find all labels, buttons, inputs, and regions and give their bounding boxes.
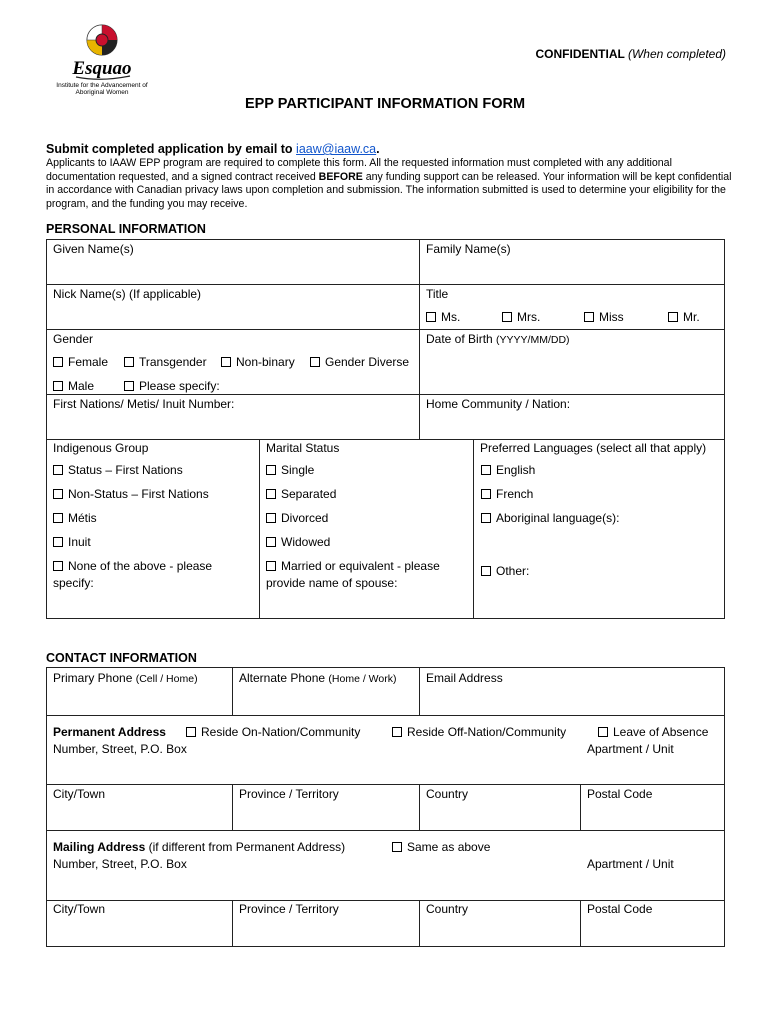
marital-status-label: Marital Status bbox=[266, 441, 340, 455]
title-option-miss[interactable]: Miss bbox=[584, 310, 624, 324]
language-option-french[interactable]: French bbox=[481, 487, 533, 501]
indigenous-group-label: Indigenous Group bbox=[53, 441, 149, 455]
reside-off-option[interactable]: Reside Off-Nation/Community bbox=[392, 725, 566, 739]
perm-street-field[interactable]: Number, Street, P.O. Box bbox=[53, 742, 187, 756]
same-as-above-option[interactable]: Same as above bbox=[392, 840, 490, 854]
mail-province-field[interactable]: Province / Territory bbox=[239, 902, 339, 916]
title-label: Title bbox=[426, 287, 449, 301]
reside-on-option[interactable]: Reside On-Nation/Community bbox=[186, 725, 360, 739]
permanent-address-label: Permanent Address bbox=[53, 725, 166, 739]
checkbox-icon bbox=[392, 727, 402, 737]
checkbox-icon bbox=[124, 357, 134, 367]
intro-paragraph: Applicants to IAAW EPP program are required to complete this form. All the requested information must completed with any additional documentation requested, and a signed contract received BEFORE any funding support can be released. Your information will be kept confidential in accordance with Canadian privacy laws upon completion and submission. The information submitted is used to determine your eligibility for the program, and the funding you may receive. bbox=[46, 157, 732, 210]
checkbox-icon bbox=[53, 357, 63, 367]
mail-postal-field[interactable]: Postal Code bbox=[587, 902, 653, 916]
submit-instructions: Submit completed application by email to iaaw@iaaw.ca. bbox=[46, 142, 380, 156]
checkbox-icon bbox=[53, 381, 63, 391]
svg-text:Esquao: Esquao bbox=[72, 58, 132, 79]
mail-street-field[interactable]: Number, Street, P.O. Box bbox=[53, 857, 187, 871]
checkbox-icon bbox=[502, 312, 512, 322]
checkbox-icon bbox=[53, 489, 63, 499]
checkbox-icon bbox=[124, 381, 134, 391]
perm-city-field[interactable]: City/Town bbox=[53, 787, 106, 801]
checkbox-icon bbox=[481, 489, 491, 499]
checkbox-icon bbox=[53, 513, 63, 523]
language-option-other[interactable]: Other: bbox=[481, 564, 529, 578]
checkbox-icon bbox=[266, 537, 276, 547]
family-name-field[interactable]: Family Name(s) bbox=[426, 242, 511, 256]
checkbox-icon bbox=[186, 727, 196, 737]
indigenous-option-inuit[interactable]: Inuit bbox=[53, 535, 91, 549]
perm-apartment-field[interactable]: Apartment / Unit bbox=[587, 742, 674, 756]
confidential-label: CONFIDENTIAL (When completed) bbox=[535, 47, 726, 61]
checkbox-icon bbox=[481, 513, 491, 523]
title-option-mr[interactable]: Mr. bbox=[668, 310, 700, 324]
gender-option-diverse[interactable]: Gender Diverse bbox=[310, 355, 409, 369]
checkbox-icon bbox=[481, 465, 491, 475]
home-community-field[interactable]: Home Community / Nation: bbox=[426, 397, 571, 411]
checkbox-icon bbox=[426, 312, 436, 322]
indigenous-option-nonstatus[interactable]: Non-Status – First Nations bbox=[53, 487, 209, 501]
marital-option-married[interactable]: Married or equivalent - please provide name of spouse: bbox=[266, 559, 440, 590]
indigenous-option-none[interactable]: None of the above - please specify: bbox=[53, 559, 213, 590]
perm-province-field[interactable]: Province / Territory bbox=[239, 787, 339, 801]
checkbox-icon bbox=[266, 561, 276, 571]
checkbox-icon bbox=[481, 566, 491, 576]
fn-number-field[interactable]: First Nations/ Metis/ Inuit Number: bbox=[53, 397, 235, 411]
mail-country-field[interactable]: Country bbox=[426, 902, 469, 916]
indigenous-option-metis[interactable]: Métis bbox=[53, 511, 97, 525]
checkbox-icon bbox=[392, 842, 402, 852]
checkbox-icon bbox=[266, 465, 276, 475]
form-title: EPP PARTICIPANT INFORMATION FORM bbox=[244, 96, 526, 112]
marital-option-divorced[interactable]: Divorced bbox=[266, 511, 328, 525]
gender-option-transgender[interactable]: Transgender bbox=[124, 355, 207, 369]
language-option-english[interactable]: English bbox=[481, 463, 535, 477]
language-option-aboriginal[interactable]: Aboriginal language(s): bbox=[481, 511, 619, 525]
confidential-note: (When completed) bbox=[627, 47, 726, 61]
gender-option-female[interactable]: Female bbox=[53, 355, 108, 369]
checkbox-icon bbox=[266, 513, 276, 523]
checkbox-icon bbox=[668, 312, 678, 322]
dob-field[interactable]: Date of Birth (YYYY/MM/DD) bbox=[426, 332, 570, 346]
title-option-mrs[interactable]: Mrs. bbox=[502, 310, 540, 324]
nick-name-field[interactable]: Nick Name(s) (If applicable) bbox=[53, 287, 202, 301]
gender-option-specify[interactable]: Please specify: bbox=[124, 379, 220, 393]
checkbox-icon bbox=[598, 727, 608, 737]
leave-absence-option[interactable]: Leave of Absence bbox=[598, 725, 708, 739]
alt-phone-field[interactable]: Alternate Phone (Home / Work) bbox=[239, 671, 397, 685]
given-name-field[interactable]: Given Name(s) bbox=[53, 242, 134, 256]
email-link[interactable]: iaaw@iaaw.ca bbox=[296, 142, 377, 156]
org-subtitle: Institute for the Advancement of Aboriginal Women bbox=[56, 82, 148, 96]
mailing-address-label: Mailing Address (if different from Permanent Address) bbox=[53, 840, 346, 854]
checkbox-icon bbox=[53, 561, 63, 571]
primary-phone-field[interactable]: Primary Phone (Cell / Home) bbox=[53, 671, 198, 685]
perm-postal-field[interactable]: Postal Code bbox=[587, 787, 653, 801]
checkbox-icon bbox=[310, 357, 320, 367]
marital-option-single[interactable]: Single bbox=[266, 463, 314, 477]
gender-option-nonbinary[interactable]: Non-binary bbox=[221, 355, 295, 369]
checkbox-icon bbox=[221, 357, 231, 367]
checkbox-icon bbox=[53, 537, 63, 547]
marital-option-widowed[interactable]: Widowed bbox=[266, 535, 330, 549]
marital-option-separated[interactable]: Separated bbox=[266, 487, 336, 501]
checkbox-icon bbox=[266, 489, 276, 499]
contact-info-heading: CONTACT INFORMATION bbox=[46, 651, 197, 665]
personal-info-heading: PERSONAL INFORMATION bbox=[46, 222, 206, 236]
gender-option-male[interactable]: Male bbox=[53, 379, 94, 393]
checkbox-icon bbox=[584, 312, 594, 322]
gender-label: Gender bbox=[53, 332, 94, 346]
checkbox-icon bbox=[53, 465, 63, 475]
email-address-field[interactable]: Email Address bbox=[426, 671, 503, 685]
languages-label: Preferred Languages (select all that apply) bbox=[480, 441, 707, 455]
mail-apartment-field[interactable]: Apartment / Unit bbox=[587, 857, 674, 871]
indigenous-option-status[interactable]: Status – First Nations bbox=[53, 463, 183, 477]
title-option-ms[interactable]: Ms. bbox=[426, 310, 460, 324]
mail-city-field[interactable]: City/Town bbox=[53, 902, 106, 916]
perm-country-field[interactable]: Country bbox=[426, 787, 469, 801]
